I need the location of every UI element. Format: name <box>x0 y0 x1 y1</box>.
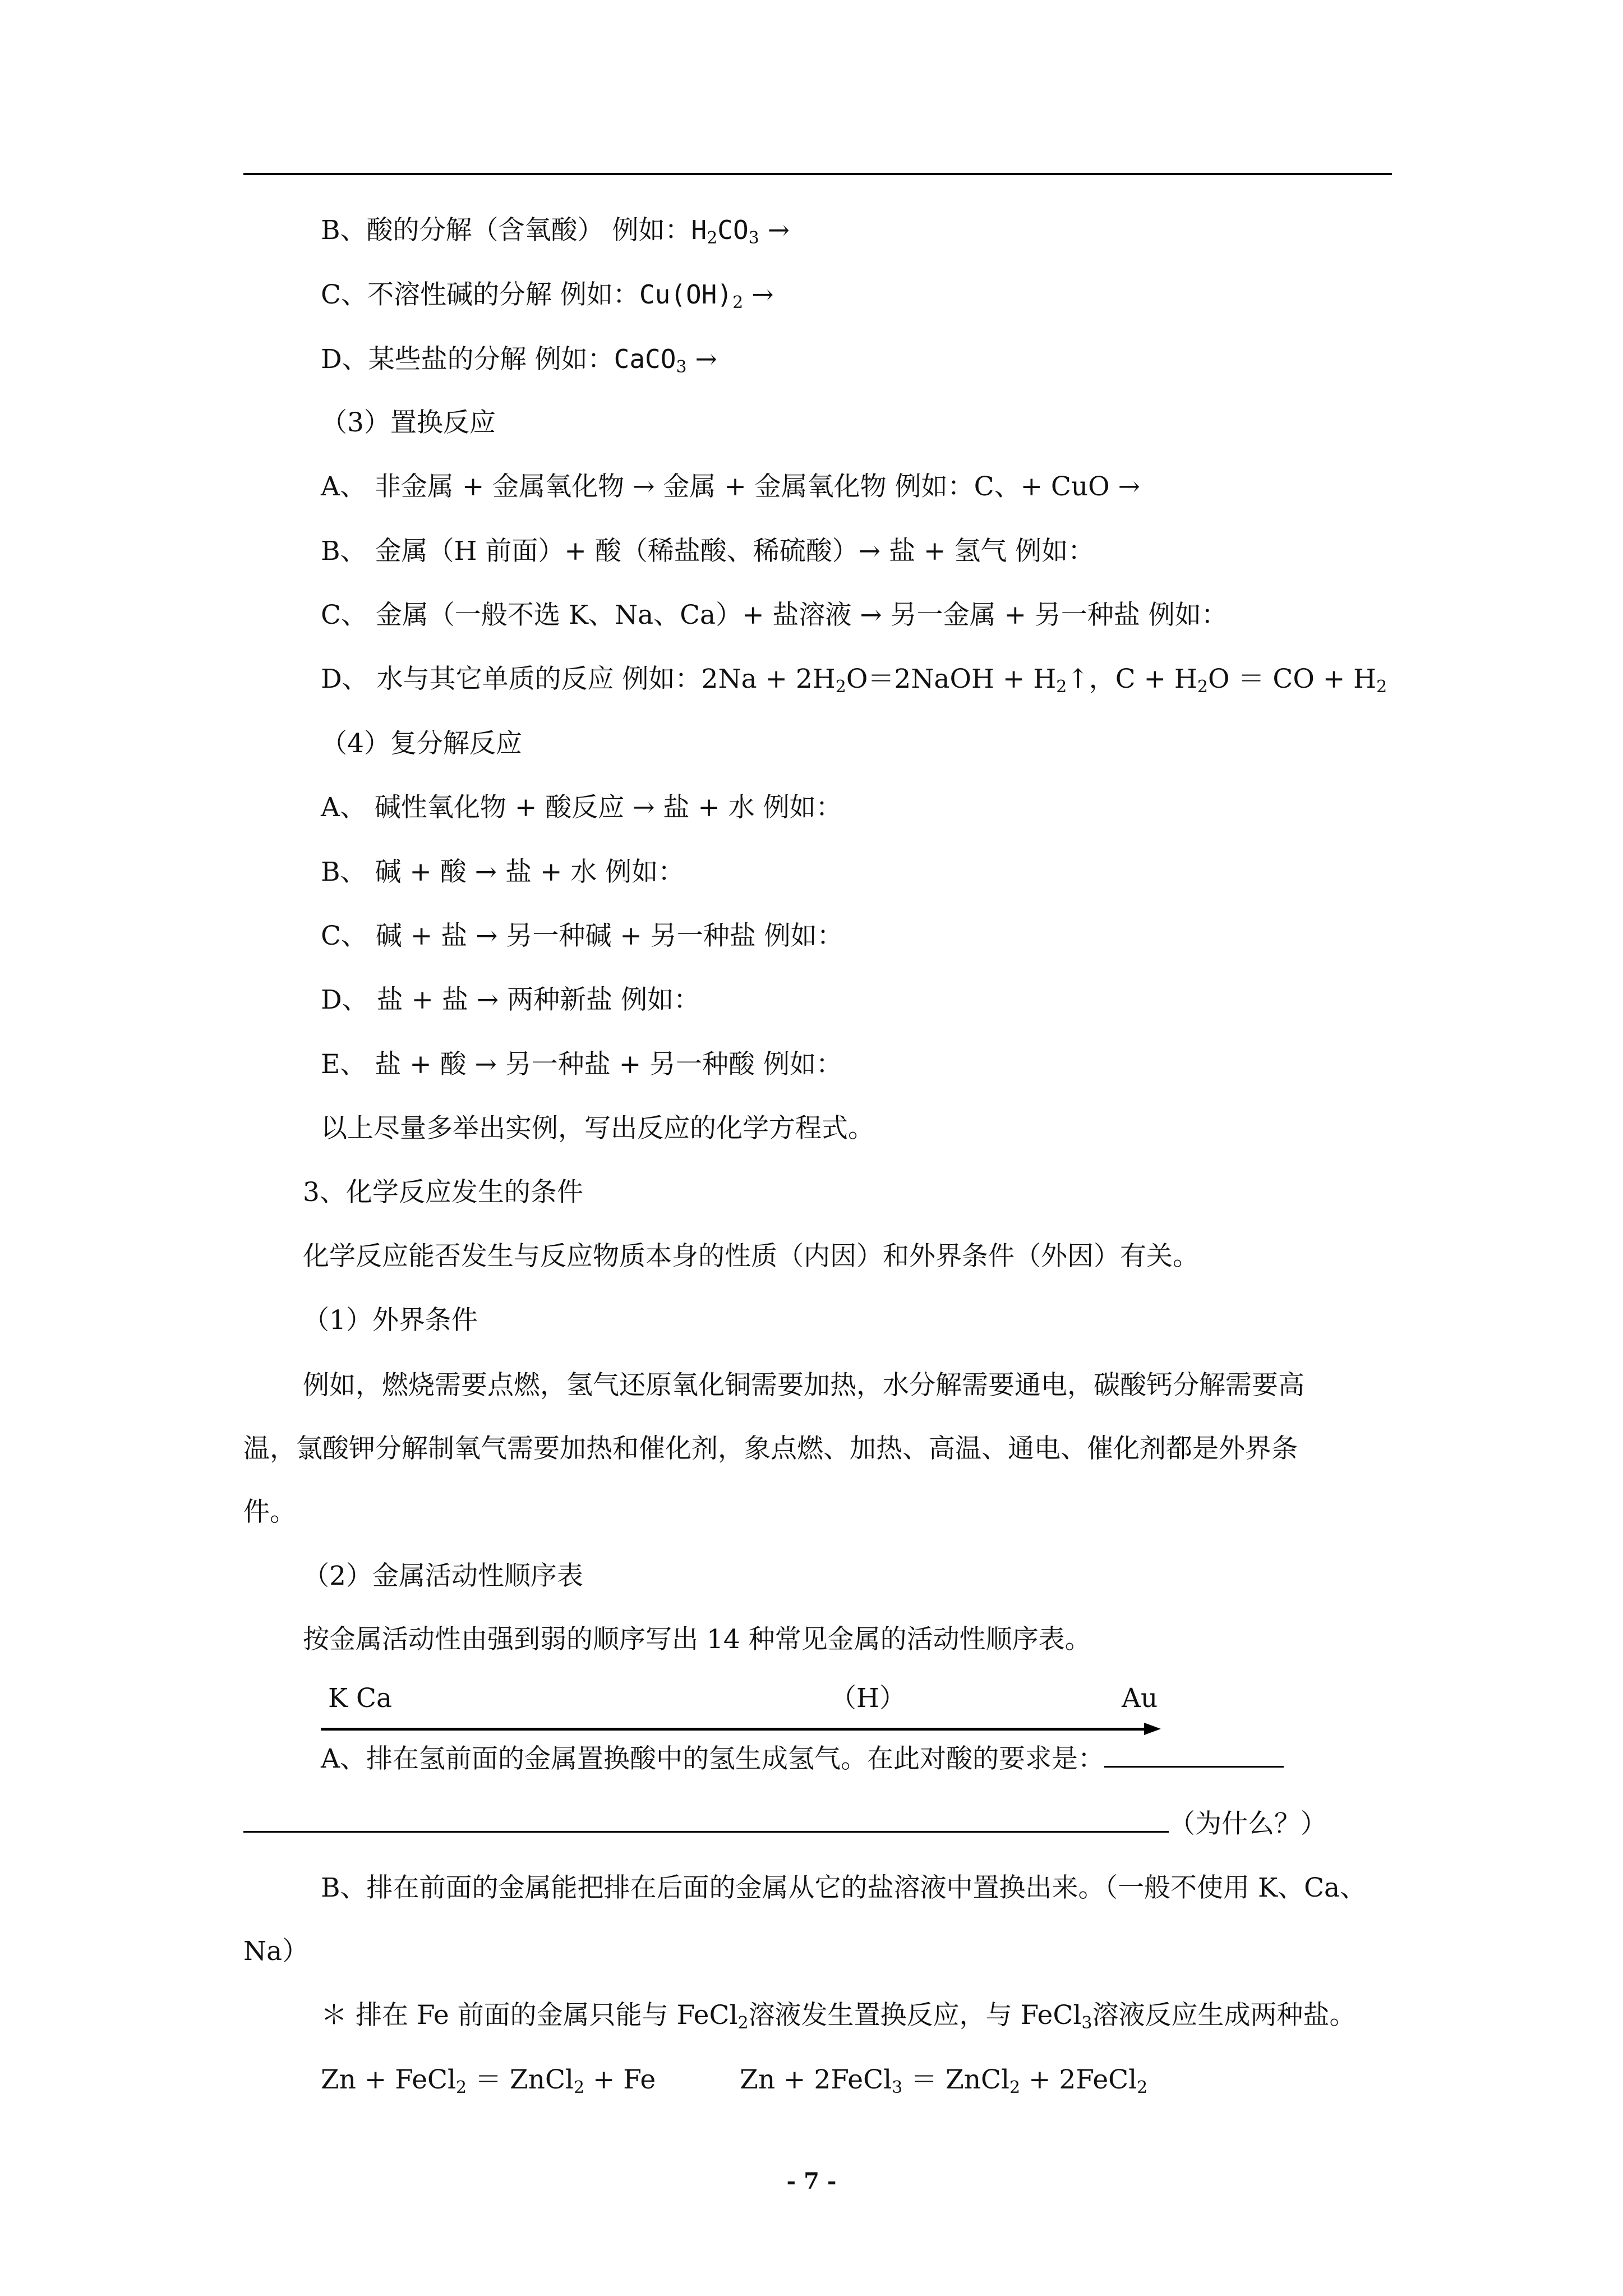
subscript: 2 <box>1009 2078 1021 2097</box>
text: 盐 + 水 例如： <box>497 857 685 887</box>
arrow-icon: → <box>860 600 882 631</box>
text: 金属 + 金属氧化物 例如：C、+ CuO <box>654 471 1118 502</box>
text: 溶液反应生成两种盐。 <box>1092 2000 1356 2031</box>
text: B、酸的分解（含氧酸） 例如： <box>321 215 691 246</box>
line-salt-decomposition <box>321 342 717 376</box>
subscript: 2 <box>835 677 846 697</box>
header-rule <box>243 173 1392 175</box>
text: C、 碱 + 盐 <box>321 921 476 951</box>
equation-2 <box>740 2064 1147 2095</box>
subscript: 3 <box>1081 2013 1092 2033</box>
heading-reaction-conditions: 3、化学反应发生的条件 <box>303 1177 583 1208</box>
line-base-decomposition <box>321 278 774 312</box>
text: + 2FeCl <box>1020 2064 1137 2095</box>
rule-a-line1 <box>321 1741 1284 1776</box>
text: 盐 + 水 例如： <box>654 792 842 823</box>
line-double-a <box>321 791 842 825</box>
arrow-icon: → <box>858 536 881 567</box>
line-double-c <box>321 919 843 953</box>
subscript: 3 <box>748 228 759 248</box>
subscript: 2 <box>1056 677 1067 697</box>
arrow-icon: → <box>474 1049 497 1080</box>
text: + Fe <box>584 2064 656 2095</box>
heading-displacement: （3）置换反应 <box>321 407 496 438</box>
series-label-au: Au <box>1122 1683 1158 1714</box>
para-external-line3: 件。 <box>243 1497 296 1527</box>
text: Zn + 2FeCl <box>740 2064 892 2095</box>
formula: CO <box>717 215 749 245</box>
arrow-icon: → <box>633 792 655 823</box>
equations-line <box>321 2063 1147 2097</box>
arrow-icon: → <box>474 857 497 887</box>
page-number: - 7 - <box>786 2168 837 2194</box>
line-displacement-b <box>321 535 1094 568</box>
para-conditions-intro: 化学反应能否发生与反应物质本身的性质（内因）和外界条件（外因）有关。 <box>303 1241 1199 1272</box>
line-displacement-c <box>321 599 1228 632</box>
rule-b-line2: Na） <box>243 1936 309 1967</box>
arrow-icon: → <box>767 215 790 246</box>
series-label-h: （H） <box>830 1683 906 1714</box>
line-double-e <box>321 1048 842 1082</box>
text: （为什么？） <box>1169 1809 1327 1839</box>
para-external-line2: 温，氯酸钾分解制氧气需要加热和催化剂，象点燃、加热、高温、通电、催化剂都是外界条 <box>243 1433 1298 1464</box>
note-more-examples: 以上尽量多举出实例，写出反应的化学方程式。 <box>321 1113 874 1144</box>
answer-blank[interactable] <box>243 1806 1169 1833</box>
text: A、 非金属 + 金属氧化物 <box>321 471 633 502</box>
text: 溶液发生置换反应，与 FeCl <box>748 2000 1082 2031</box>
text: D、 盐 + 盐 <box>321 984 477 1015</box>
text: A、 碱性氧化物 + 酸反应 <box>321 792 633 823</box>
equation-1 <box>321 2064 656 2095</box>
text: O＝2NaOH + H <box>846 664 1057 694</box>
subscript: 2 <box>1197 677 1209 697</box>
arrow-icon: → <box>476 984 499 1015</box>
text: C、不溶性碱的分解 例如： <box>321 279 639 310</box>
heading-activity-series: （2）金属活动性顺序表 <box>303 1561 583 1591</box>
arrow-icon: → <box>1118 471 1141 502</box>
text: ＝ ZnCl <box>902 2064 1010 2095</box>
subscript: 2 <box>732 293 744 312</box>
line-displacement-a <box>321 470 1140 504</box>
line-double-d <box>321 983 700 1017</box>
text: A、排在氢前面的金属置换酸中的氢生成氢气。在此对酸的要求是： <box>321 1743 1104 1774</box>
rule-a-line2 <box>243 1806 1327 1841</box>
heading-external-conditions: （1）外界条件 <box>303 1305 478 1336</box>
text: ＊ 排在 Fe 前面的金属只能与 FeCl <box>321 2000 738 2031</box>
line-displacement-d <box>321 662 1387 696</box>
para-external-line1: 例如，燃烧需要点燃，氢气还原氧化铜需要加热，水分解需要通电，碳酸钙分解需要高 <box>303 1370 1304 1401</box>
arrow-icon: → <box>751 279 774 310</box>
arrow-icon: → <box>633 471 655 502</box>
formula: Cu(OH) <box>639 279 733 310</box>
text: C、 金属（一般不选 K、Na、Ca）+ 盐溶液 <box>321 600 860 631</box>
text: 另一种碱 + 另一种盐 例如： <box>497 921 843 951</box>
subscript: 2 <box>707 228 718 248</box>
formula: H <box>691 215 707 245</box>
text: O ＝ CO + H <box>1208 664 1377 694</box>
activity-series-arrow <box>321 1728 1147 1731</box>
text: B、 碱 + 酸 <box>321 857 475 887</box>
arrow-icon: → <box>695 344 717 375</box>
arrowhead-icon <box>1144 1723 1161 1735</box>
note-iron-chloride <box>321 1999 1355 2032</box>
text: 盐 + 氢气 例如： <box>880 536 1095 567</box>
text: ，C + H <box>1089 664 1197 694</box>
text: B、 金属（H 前面）+ 酸（稀盐酸、稀硫酸） <box>321 536 859 567</box>
subscript: 3 <box>892 2078 903 2097</box>
text: 另一金属 + 另一种盐 例如： <box>882 600 1228 631</box>
subscript: 3 <box>676 357 687 377</box>
text: D、 水与其它单质的反应 例如：2Na + 2H <box>321 664 836 694</box>
heading-double-decomposition: （4）复分解反应 <box>321 728 522 759</box>
subscript: 2 <box>456 2078 467 2097</box>
line-double-b <box>321 855 684 889</box>
para-activity-intro: 按金属活动性由强到弱的顺序写出 14 种常见金属的活动性顺序表。 <box>303 1624 1091 1655</box>
text: 另一种盐 + 另一种酸 例如： <box>496 1049 842 1080</box>
text: D、某些盐的分解 例如： <box>321 344 614 375</box>
text: Zn + FeCl <box>321 2064 457 2095</box>
rule-b-line1: B、排在前面的金属能把排在后面的金属从它的盐溶液中置换出来。（一般不使用 K、Ca、 <box>321 1872 1367 1903</box>
formula: CaCO <box>614 344 676 374</box>
subscript: 2 <box>1376 677 1387 697</box>
text: E、 盐 + 酸 <box>321 1049 475 1080</box>
line-acid-decomposition <box>321 213 790 247</box>
gas-up-arrow-icon: ↑ <box>1067 664 1089 694</box>
series-label-k-ca: K Ca <box>328 1683 393 1714</box>
text: ＝ ZnCl <box>467 2064 574 2095</box>
text: 两种新盐 例如： <box>499 984 700 1015</box>
subscript: 2 <box>737 2013 749 2033</box>
arrow-icon: → <box>476 921 498 951</box>
answer-blank[interactable] <box>1104 1741 1284 1768</box>
subscript: 2 <box>1137 2078 1148 2097</box>
subscript: 2 <box>573 2078 585 2097</box>
